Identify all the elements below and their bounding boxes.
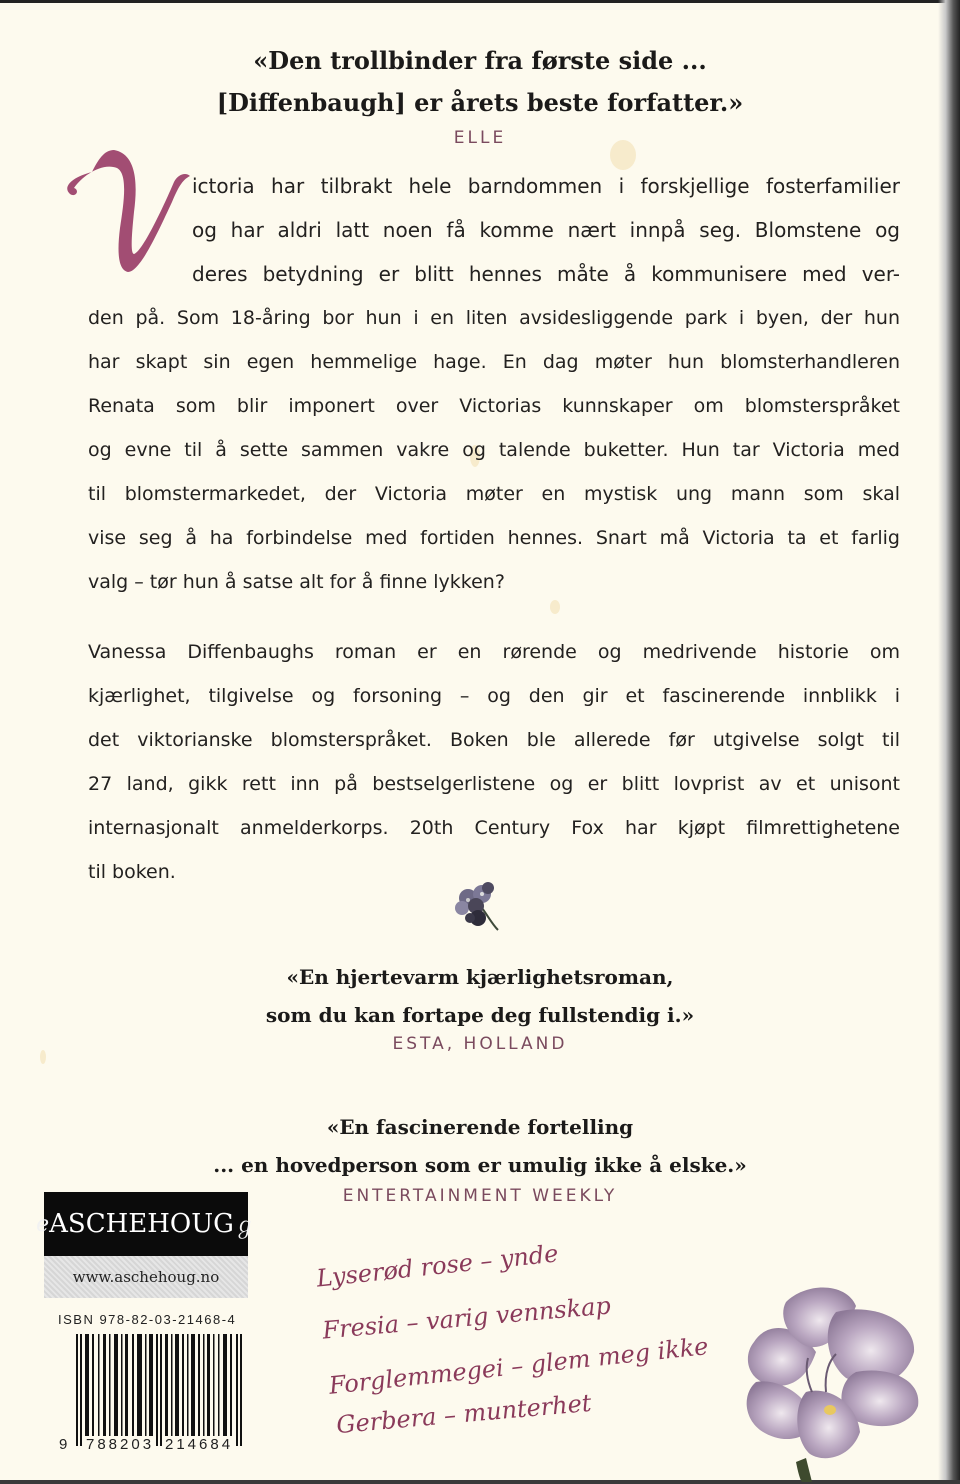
- cover-top-edge: [0, 0, 960, 3]
- swash-right-icon: ℊ: [233, 1213, 256, 1239]
- blurb-line: deres betydning er blitt hennes måte å kommunisere med ver-: [192, 262, 900, 286]
- barcode-digits-group-2: 214684: [165, 1436, 234, 1453]
- blurb-line: til blomstermarkedet, der Victoria møter en mystisk ung mann som skal: [88, 483, 900, 505]
- flower-note: Forglemmegei – glem meg ikke: [327, 1332, 710, 1400]
- blurb-line: har skapt sin egen hemmelige hage. En dag møter hun blomsterhandleren: [88, 351, 900, 373]
- barcode-digits-group-1: 788203: [86, 1436, 155, 1453]
- quote-line: ... en hovedperson som er umulig ikke å elske.»: [213, 1153, 747, 1177]
- publisher-name: ASCHEHOUG: [49, 1209, 234, 1239]
- barcode-icon: [58, 1334, 258, 1452]
- blurb-line: 27 land, gikk rett inn på bestselgerlistene og er blitt lovprist av et unisont: [88, 773, 900, 795]
- isbn-label: ISBN 978-82-03-21468-4: [58, 1312, 237, 1327]
- blurb-line: Renata som blir imponert over Victorias kunnskaper om blomsterspråket: [88, 395, 900, 417]
- blurb-line: kjærlighet, tilgivelse og forsoning – og den gir et fascinerende innblikk i: [88, 685, 900, 707]
- blurb-paragraph-2: [88, 630, 900, 894]
- book-spine-shadow: [938, 0, 960, 1484]
- quote-line: «Den trollbinder fra første side ...: [253, 46, 707, 75]
- top-review-quote: [0, 40, 960, 124]
- forget-me-not-flower-icon: [448, 878, 508, 934]
- blurb-line: det viktorianske blomsterspråket. Boken ble allerede før utgivelse solgt til: [88, 729, 900, 751]
- barcode-digit-prefix: 9: [59, 1436, 68, 1453]
- blurb-paragraph-1: [88, 164, 900, 604]
- flower-note: Lyserød rose – ynde: [315, 1239, 560, 1293]
- blurb-line: til boken.: [88, 861, 176, 883]
- middle-review-quote: [0, 958, 960, 1034]
- quote-line: «En hjertevarm kjærlighetsroman,: [286, 965, 674, 989]
- flower-note: Gerbera – munterhet: [335, 1388, 593, 1440]
- swash-left-icon: ℯ: [36, 1211, 50, 1237]
- blurb-line: internasjonalt anmelderkorps. 20th Century Fox har kjøpt filmrettighetene: [88, 817, 900, 839]
- blurb-line: valg – tør hun å satse alt for å finne lykken?: [88, 571, 505, 593]
- blurb-line: vise seg å ha forbindelse med fortiden hennes. Snart må Victoria ta et farlig: [88, 527, 900, 549]
- blurb-line: Vanessa Diffenbaughs roman er en rørende og medrivende historie om: [88, 641, 900, 663]
- blurb-line: og har aldri latt noen få komme nært innpå seg. Blomstene og: [192, 218, 900, 242]
- freesia-flower-icon: [726, 1282, 936, 1482]
- publisher-url: www.aschehoug.no: [44, 1256, 248, 1298]
- flower-note: Fresia – varig vennskap: [321, 1291, 612, 1345]
- blurb-line: den på. Som 18-åring bor hun i en liten avsidesliggende park i byen, der hun: [88, 307, 900, 329]
- publisher-logo: [36, 1192, 256, 1256]
- quote-line: som du kan fortape deg fullstendig i.»: [265, 1003, 695, 1027]
- blurb-line: ictoria har tilbrakt hele barndommen i forskjellige fosterfamilier: [192, 174, 900, 198]
- blurb-line: og evne til å sette sammen vakre og talende buketter. Hun tar Victoria med: [88, 439, 900, 461]
- bottom-quote-source: ENTERTAINMENT WEEKLY: [342, 1186, 618, 1206]
- top-quote-source: ELLE: [453, 128, 507, 148]
- middle-quote-source: ESTA, HOLLAND: [392, 1034, 568, 1054]
- quote-line: [Diffenbaugh] er årets beste forfatter.»: [216, 88, 744, 117]
- quote-line: «En fascinerende fortelling: [326, 1115, 634, 1139]
- bottom-review-quote: [0, 1108, 960, 1184]
